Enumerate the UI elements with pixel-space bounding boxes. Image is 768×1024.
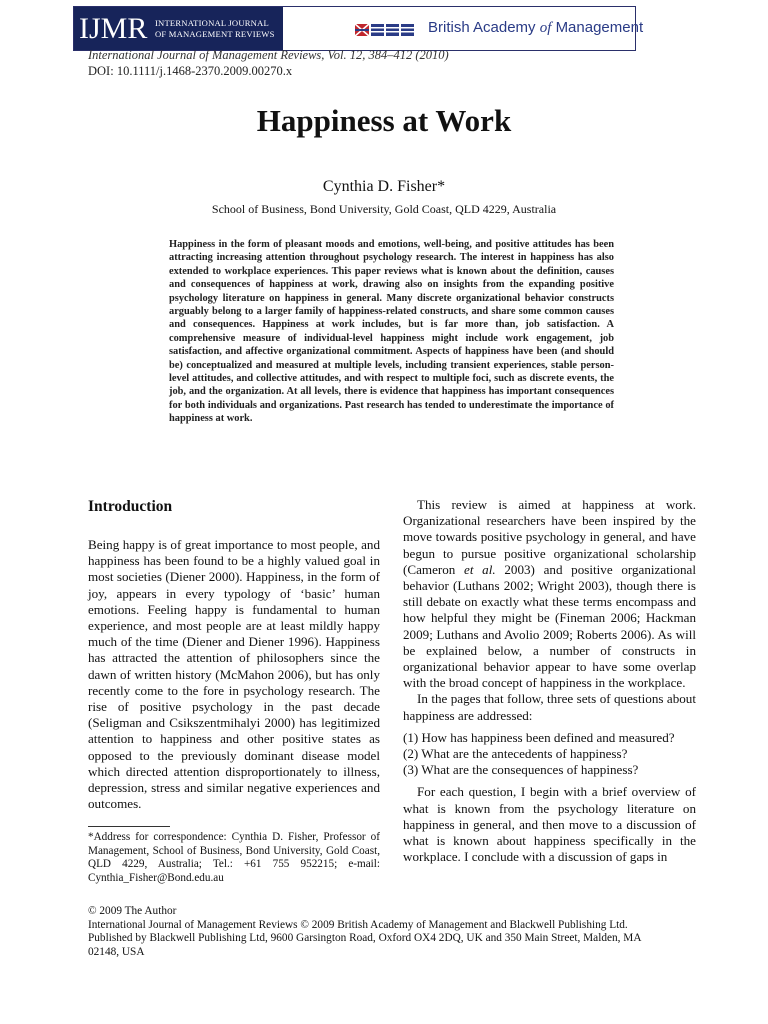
section-heading-introduction: Introduction xyxy=(88,498,173,515)
list-item: (1) How has happiness been defined and measured? xyxy=(403,729,675,745)
journal-name-line1: INTERNATIONAL JOURNAL xyxy=(155,18,269,28)
copyright-block xyxy=(88,905,696,959)
list-item: (2) What are the antecedents of happiness? xyxy=(403,746,628,762)
left-column xyxy=(88,497,380,812)
right-column xyxy=(403,497,696,865)
intro-paragraph-1: Being happy is of great importance to most people, and happiness has been found to be a highly valued goal in most societies (Diener 2000). Happiness, in the form of joy, appears in every typology of ‘basic’ human emotions. Feeling happy is fundamental to human experience, and most people are at least mildly happy much of the time (Diener and Diener 1996). Happiness has attracted the attention of philosophers since the dawn of written history (McMahon 2006), but has only recently come to the fore in psychology research. The rise of positive psychology in the past decade (Seligman and Csikszentmihalyi 2000) has legitimized attention to happiness and other positive states as opposed to the previously dominant disease model which directed attention disproportionately to illness, depression, stress and similar negative experiences and outcomes. xyxy=(88,537,380,812)
para2-text-b: 2003) and positive organizational behavior (Luthans 2002; Wright 2003), though there is still debate on exactly what these terms encompass and how helpful they might be (Fineman 2006; Hackman 2009; Luthans and Avolio 2009; Roberts 2006). As will be explained below, a number of constructs in organizational behavior appear to have some overlap with the broad concept of happiness in the workplace. xyxy=(403,561,696,691)
abstract: Happiness in the form of pleasant moods and emotions, well-being, and positive attitudes has been attracting increasing attention throughout psychology research. The interest in happiness has also extended to workplace experiences. This paper reviews what is known about the definition, causes and consequences of happiness at work, drawing also on insights from the expanding positive psychology literature on happiness in general. Many discrete organizational behavior constructs arguably belong to a larger family of happiness-related constructs, and share some common causes and consequences. Happiness at work includes, but is far more than, job satisfaction. A comprehensive measure of individual-level happiness might include work engagement, job satisfaction, and affective organizational commitment. Aspects of happiness have been (and should be) conceptualized and measured at multiple levels, including transient experiences, stable person-level attitudes, and collective attitudes, and with respect to multiple foci, such as discrete events, the job, and the organization. At all levels, there is evidence that happiness has important consequences for both individuals and organizations. Past research has tended to underestimate the importance of happiness at work. xyxy=(169,239,614,425)
doi-link[interactable]: DOI: 10.1111/j.1468-2370.2009.00270.x xyxy=(88,64,293,78)
research-questions-list xyxy=(403,730,696,779)
intro-paragraph-2 xyxy=(403,497,696,691)
bam-logo-text xyxy=(428,19,643,37)
bam-name-part2: Management xyxy=(555,19,644,36)
intro-paragraph-4: For each question, I begin with a brief overview of what is known from the psychology literature on happiness in general, and then move to a discussion of what is known about happiness specifically in the workplace. I conclude with a discussion of gaps in xyxy=(403,784,696,865)
footnote-divider xyxy=(88,826,170,827)
ijmr-journal-name xyxy=(155,18,281,40)
author-affiliation: School of Business, Bond University, Gold Coast, QLD 4229, Australia xyxy=(211,202,557,216)
para2-et-al: et al. xyxy=(464,561,496,577)
copyright-line-4: 02148, USA xyxy=(88,945,145,958)
bam-flag-icon xyxy=(355,24,415,36)
author-name: Cynthia D. Fisher* xyxy=(322,178,446,195)
intro-paragraph-3: In the pages that follow, three sets of questions about happiness are addressed: xyxy=(403,691,696,723)
ijmr-logo xyxy=(74,7,283,50)
para2-text-a: This review is aimed at happiness at work. Organizational researchers have been inspired by the move towards positive psychology in general, and have begun to pursue positive organizational scholarship (Cameron xyxy=(403,497,696,577)
journal-citation: International Journal of Management Reviews, Vol. 12, 384–412 (2010) xyxy=(88,48,449,62)
journal-header-banner xyxy=(73,6,644,51)
list-item: (3) What are the consequences of happiness? xyxy=(403,762,639,778)
bam-name-part1: British Academy xyxy=(428,19,536,36)
article-title: Happiness at Work xyxy=(256,103,512,138)
copyright-line-1: © 2009 The Author xyxy=(88,905,177,917)
bam-name-of: of xyxy=(539,20,552,36)
copyright-line-2: International Journal of Management Reviews © 2009 British Academy of Management and Blackwell Publishing Ltd. xyxy=(88,918,628,931)
ijmr-logo-letters: IJMR xyxy=(79,12,148,45)
journal-name-line2: OF MANAGEMENT REVIEWS xyxy=(155,29,275,39)
correspondence-footnote: *Address for correspondence: Cynthia D. Fisher, Professor of Management, School of Business, Bond University, Gold Coast, QLD 4229, Australia; Tel.: +61 755 952215; e-mail: Cynthia_Fisher@Bond.edu.au xyxy=(88,831,380,884)
copyright-line-3: Published by Blackwell Publishing Ltd, 9600 Garsington Road, Oxford OX4 2DQ, UK and 350 Main Street, Malden, MA xyxy=(88,932,642,945)
